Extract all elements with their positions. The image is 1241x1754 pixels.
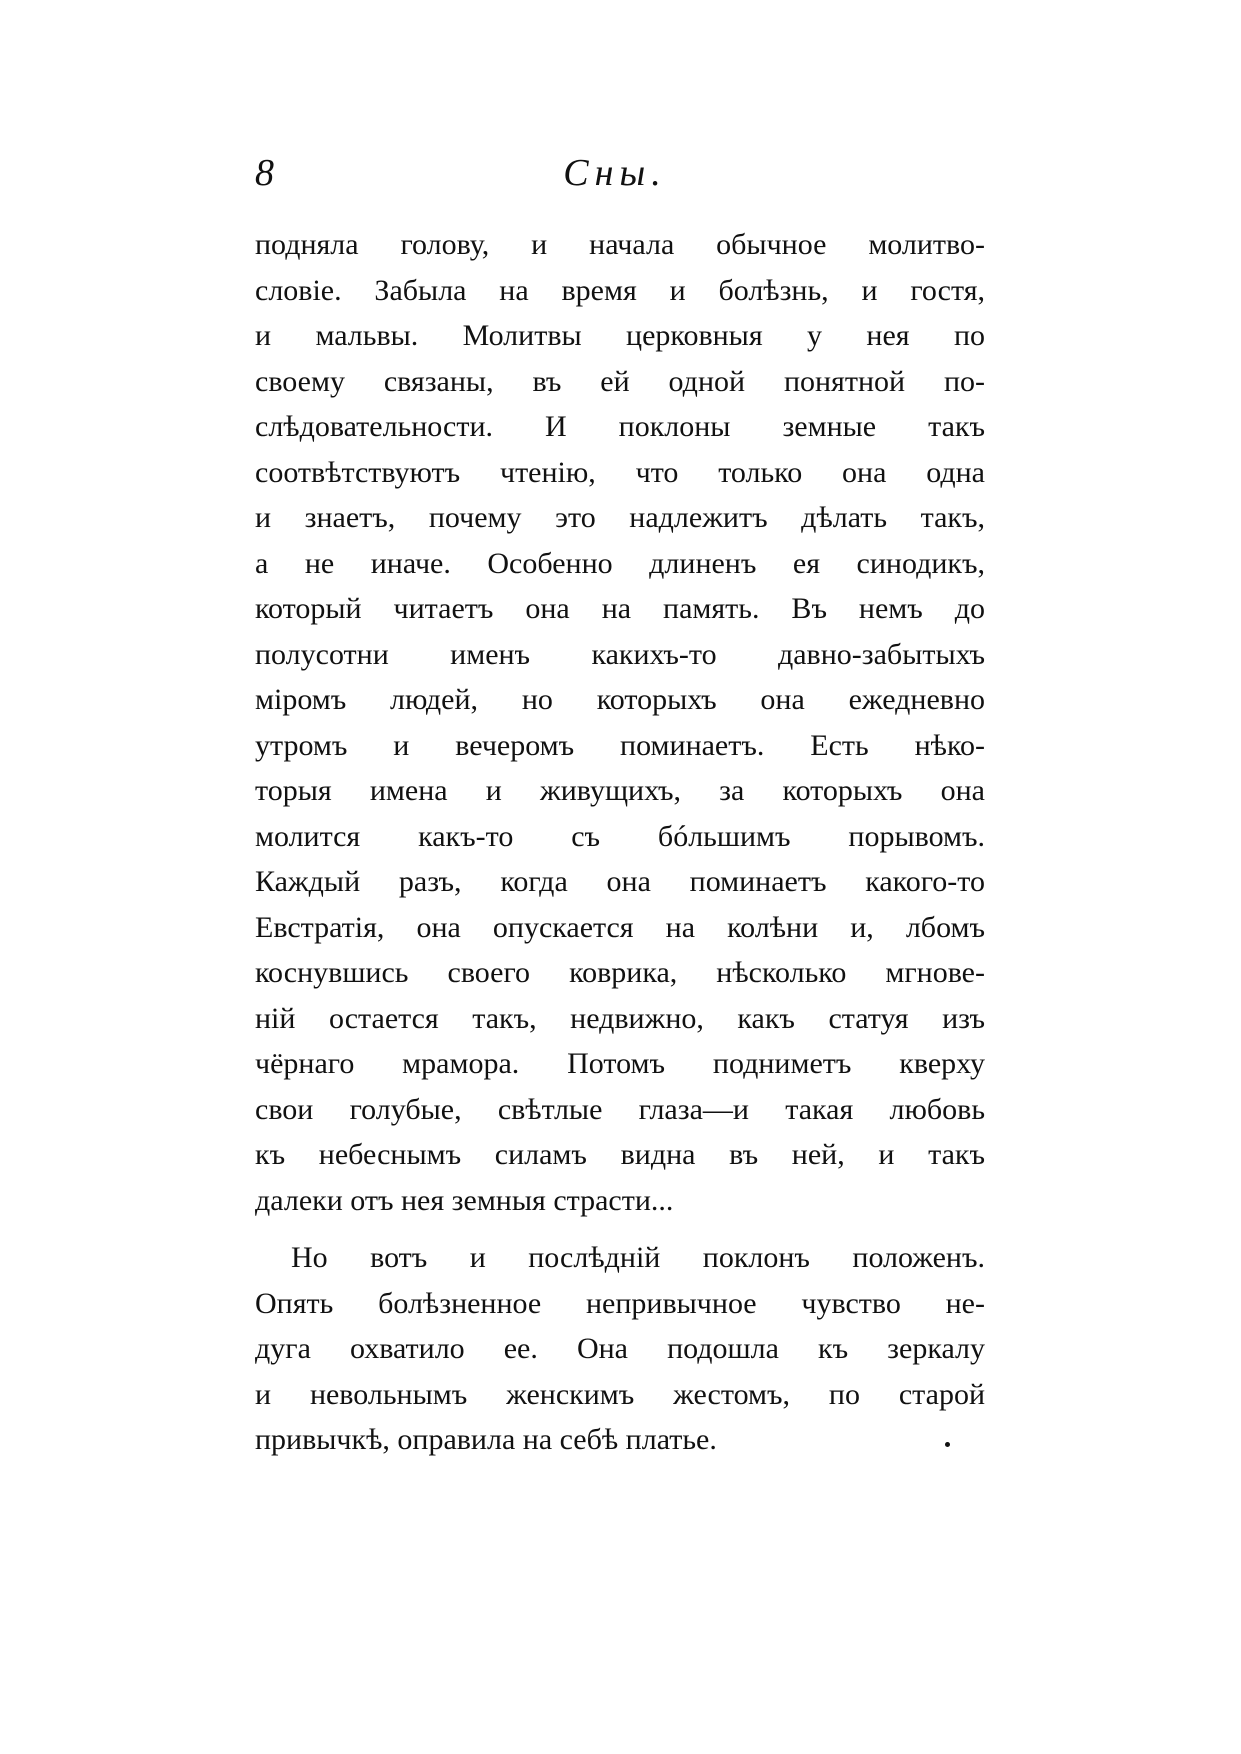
text-line: а не иначе. Особенно длиненъ ея синодикъ,: [255, 546, 985, 580]
text-line: утромъ и вечеромъ поминаетъ. Есть нѣко-: [255, 728, 985, 762]
body-text: [255, 222, 985, 1463]
text-line: торыя имена и живущихъ, за которыхъ она: [255, 774, 985, 807]
paragraph-1: [255, 222, 985, 1223]
page-header: [255, 148, 985, 198]
text-line: Опять болѣзненное непривычное чувство не-: [255, 1286, 985, 1320]
text-line: который читаетъ она на память. Въ немъ до: [255, 592, 985, 625]
text-line: соотвѣтствуютъ чтенію, что только она одна: [255, 455, 985, 489]
text-line: ній остается такъ, недвижно, какъ статуя изъ: [255, 1001, 985, 1035]
ink-speck: [945, 1442, 950, 1447]
text-line: и мальвы. Молитвы церковныя у нея по: [255, 319, 985, 352]
text-line: міромъ людей, но которыхъ она ежедневно: [255, 683, 985, 716]
text-line: своему связаны, въ ей одной понятной по-: [255, 364, 985, 398]
page-number: 8: [255, 152, 274, 194]
text-line: Каждый разъ, когда она поминаетъ какого-то: [255, 865, 985, 898]
text-line: молится какъ-то съ бóльшимъ порывомъ.: [255, 819, 985, 853]
paragraph-2: [255, 1235, 985, 1463]
paragraph-gap: [255, 1223, 985, 1235]
text-line: подняла голову, и начала обычное молитво-: [255, 228, 985, 261]
text-line: дуга охватило ее. Она подошла къ зеркалу: [255, 1332, 985, 1365]
text-line: словіе. Забыла на время и болѣзнь, и гостя,: [255, 273, 985, 307]
text-line: слѣдовательности. И поклоны земные такъ: [255, 410, 985, 443]
text-line: далеки отъ нея земныя страсти...: [255, 1183, 674, 1217]
running-title: Сны.: [563, 152, 667, 194]
text-line: свои голубые, свѣтлые глаза—и такая любовь: [255, 1092, 985, 1126]
text-line: и знаетъ, почему это надлежитъ дѣлать такъ,: [255, 501, 985, 534]
text-line: и невольнымъ женскимъ жестомъ, по старой: [255, 1377, 985, 1411]
text-line: полусотни именъ какихъ-то давно-забытыхъ: [255, 637, 985, 671]
text-line: коснувшись своего коврика, нѣсколько мгнове-: [255, 956, 985, 989]
text-line: къ небеснымъ силамъ видна въ ней, и такъ: [255, 1138, 985, 1171]
text-line: привычкѣ, оправила на себѣ платье.: [255, 1423, 717, 1456]
text-line: чёрнаго мрамора. Потомъ подниметъ кверху: [255, 1047, 985, 1080]
text-line: Евстратія, она опускается на колѣни и, лбомъ: [255, 910, 985, 944]
text-line: Но вотъ и послѣдній поклонъ положенъ.: [291, 1241, 985, 1274]
